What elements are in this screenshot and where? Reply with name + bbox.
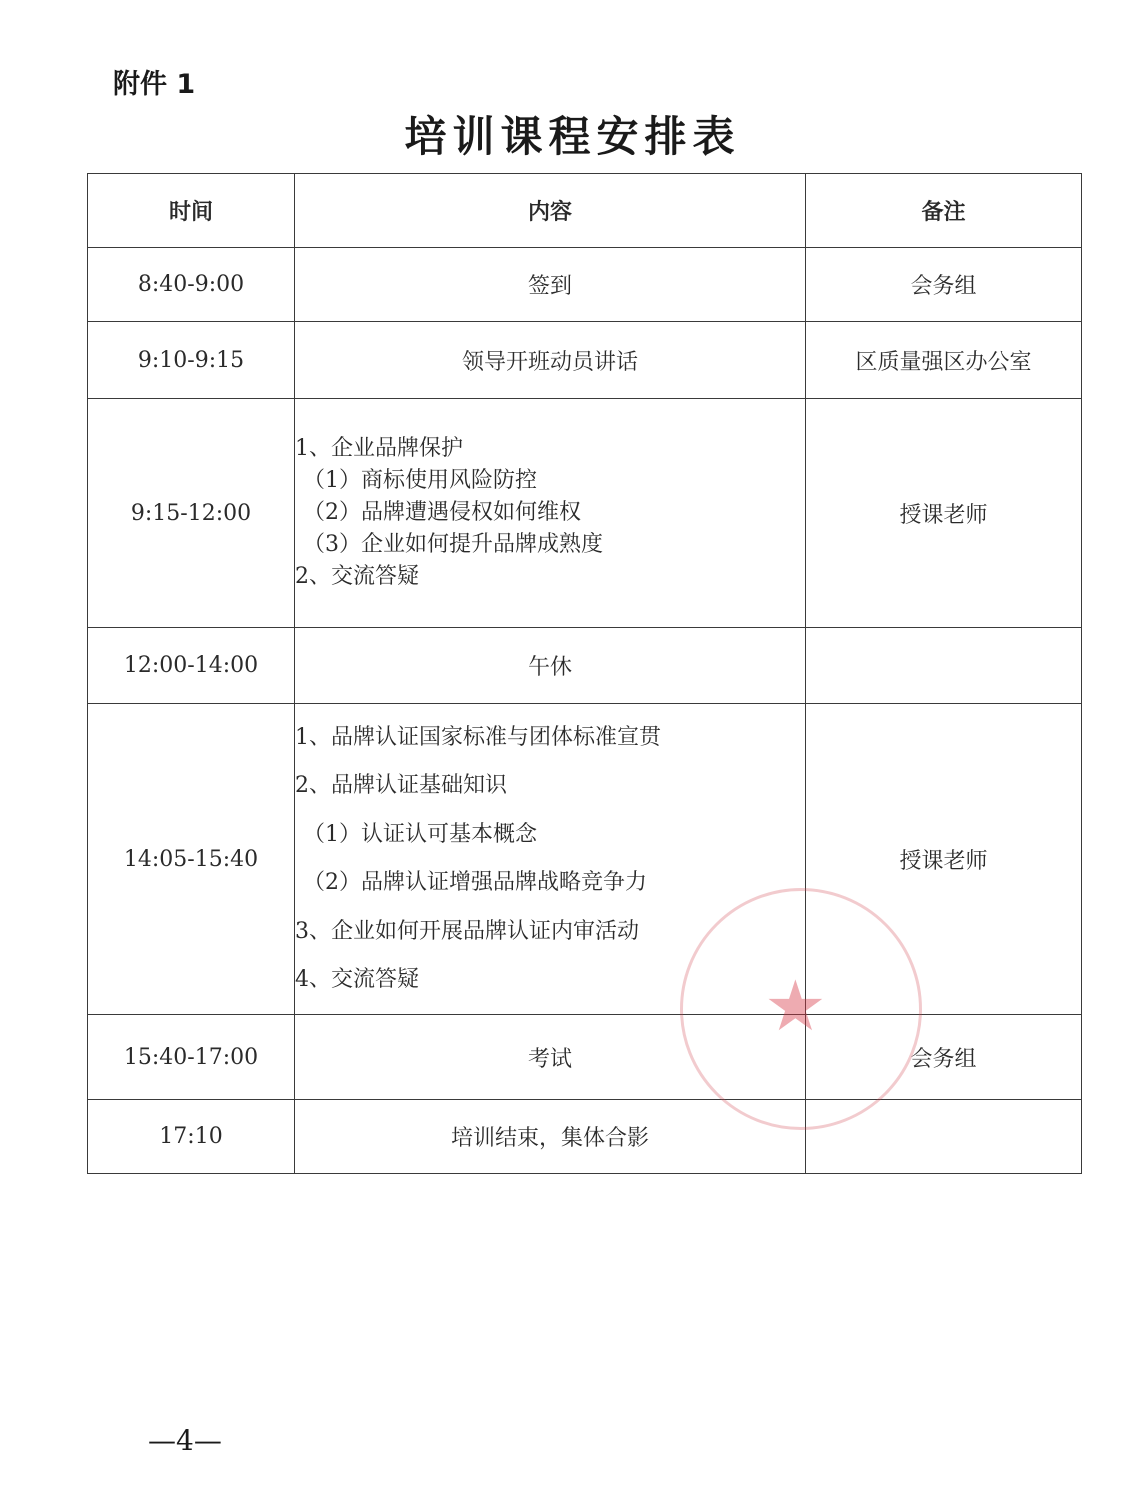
table-row <box>88 248 1082 322</box>
schedule-table <box>87 173 1082 1174</box>
table-row <box>88 628 1082 704</box>
table-row <box>88 1100 1082 1174</box>
time-cell: 14:05-15:40 <box>88 704 295 1015</box>
header-note: 备注 <box>806 174 1082 248</box>
note-cell: 授课老师 <box>806 704 1082 1015</box>
attachment-label: 附件 1 <box>113 69 196 100</box>
content-line: 1、品牌认证国家标准与团体标准宣贯 <box>295 724 661 750</box>
time-cell: 9:10-9:15 <box>88 322 295 399</box>
page-number: —4— <box>148 1424 222 1457</box>
time-cell: 12:00-14:00 <box>88 628 295 704</box>
content-cell: 签到 <box>295 248 806 322</box>
header-content: 内容 <box>295 174 806 248</box>
note-cell <box>806 628 1082 704</box>
content-cell: 考试 <box>295 1015 806 1100</box>
note-cell <box>806 1100 1082 1174</box>
seal-star-icon: ★ <box>764 965 827 1047</box>
table-row <box>88 704 1082 1015</box>
page-title: 培训课程安排表 <box>404 112 741 161</box>
content-line: （3）企业如何提升品牌成熟度 <box>303 532 603 557</box>
content-cell: 午休 <box>295 628 806 704</box>
content-line: （1）认证认可基本概念 <box>303 821 537 847</box>
table-row <box>88 1015 1082 1100</box>
table-row <box>88 399 1082 628</box>
header-time: 时间 <box>88 174 295 248</box>
note-cell: 会务组 <box>806 248 1082 322</box>
time-cell: 17:10 <box>88 1100 295 1174</box>
content-line: 2、交流答疑 <box>295 564 419 589</box>
content-cell: 领导开班动员讲话 <box>295 322 806 399</box>
table-row <box>88 322 1082 399</box>
time-cell: 8:40-9:00 <box>88 248 295 322</box>
content-line: （2）品牌认证增强品牌战略竞争力 <box>303 870 647 895</box>
note-cell: 区质量强区办公室 <box>806 322 1082 399</box>
table-header-row <box>88 174 1082 248</box>
content-line: 3、企业如何开展品牌认证内审活动 <box>295 918 639 944</box>
time-cell: 9:15-12:00 <box>88 399 295 628</box>
content-line: 2、品牌认证基础知识 <box>295 773 507 798</box>
note-cell: 授课老师 <box>806 399 1082 628</box>
content-cell <box>295 704 806 1015</box>
content-line: 4、交流答疑 <box>295 967 419 992</box>
content-cell: 培训结束，集体合影 <box>295 1100 806 1174</box>
content-line: （2）品牌遭遇侵权如何维权 <box>303 500 581 525</box>
content-cell <box>295 399 806 628</box>
content-line: （1）商标使用风险防控 <box>303 468 537 493</box>
note-cell: 会务组 <box>806 1015 1082 1100</box>
content-line: 1、企业品牌保护 <box>295 436 463 461</box>
time-cell: 15:40-17:00 <box>88 1015 295 1100</box>
